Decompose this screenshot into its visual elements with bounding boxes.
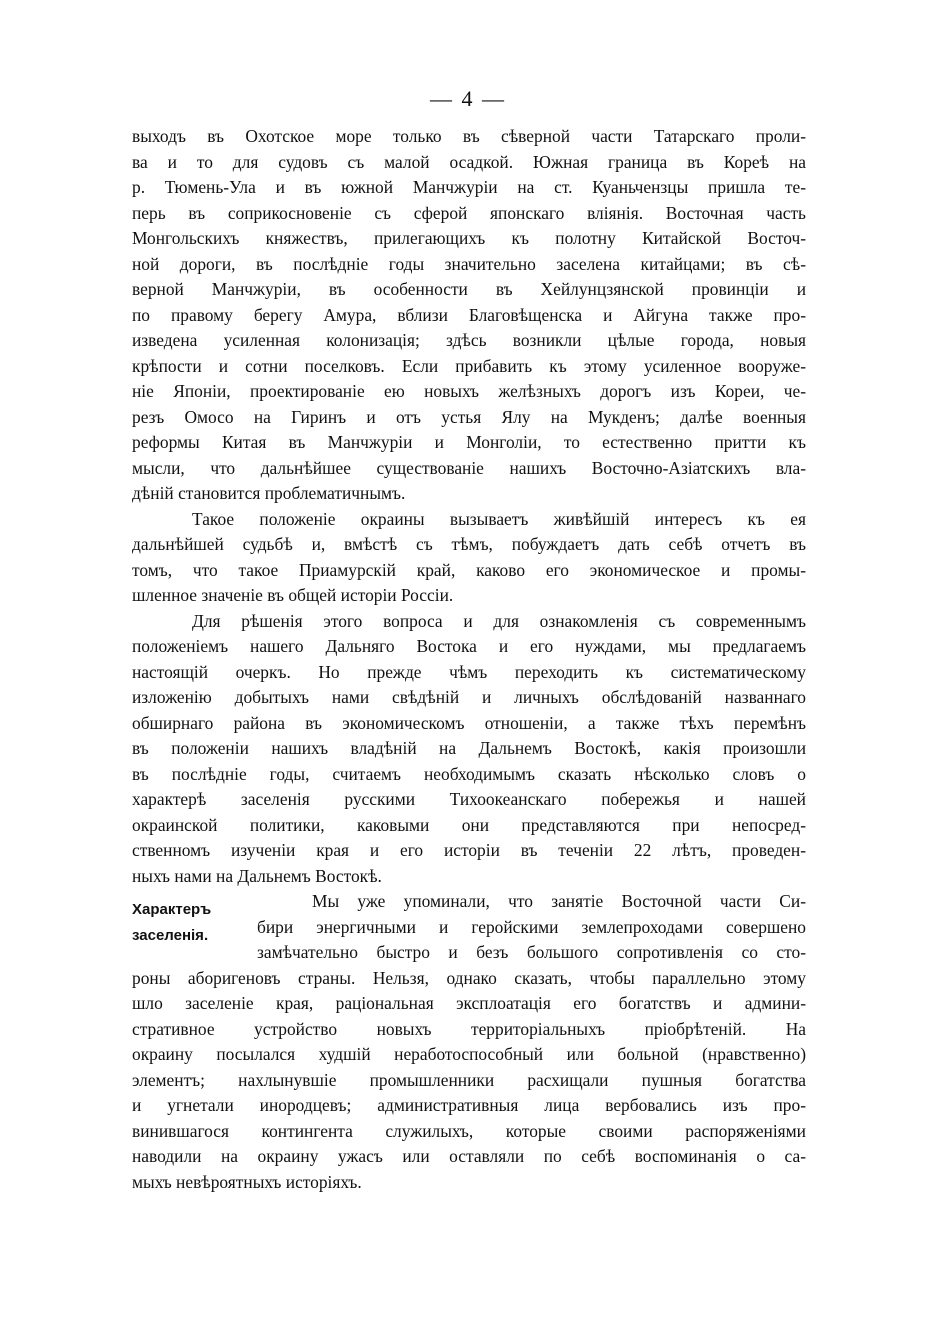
side-heading: [132, 897, 252, 949]
text-line: въ послѣдніе годы, считаемъ необходимымъ сказать нѣсколько словъ о: [132, 763, 806, 784]
text-line: и угнетали инородцевъ; административныя лица вербовались изъ про-: [132, 1095, 806, 1115]
paragraph-3: [132, 609, 806, 890]
text-line: положеніемъ нашего Дальняго Востока и его нуждами, мы предлагаемъ: [132, 636, 806, 656]
text-line: изведена усиленная колонизація; здѣсь возникли цѣлые города, новыя: [132, 330, 806, 350]
text-line: Мы уже упоминали, что занятіе Восточной части Си-: [312, 891, 806, 911]
text-line: въ положеніи нашихъ владѣній на Дальнемъ Востокѣ, какія произошли: [132, 738, 806, 758]
text-line: настоящій очеркъ. Но прежде чѣмъ переходить къ систематическому: [132, 661, 806, 682]
side-heading-line: заселенія.: [132, 927, 209, 944]
text-line: винившагося контингента служилыхъ, которые своими распоряженіями: [132, 1120, 806, 1141]
text-line: стративное устройство новыхъ территоріальныхъ пріобрѣтеній. На: [132, 1018, 806, 1039]
side-heading-block: [132, 889, 806, 966]
text-line: шло заселеніе края, раціональная эксплоатація его богатствъ и админи-: [132, 993, 806, 1013]
text-line: мыхъ невѣроятныхъ исторіяхъ.: [132, 1171, 362, 1192]
text-line: наводили на окраину ужасъ или оставляли по себѣ воспоминанія о са-: [132, 1146, 806, 1166]
text-line: дѣній становится проблематичнымъ.: [132, 483, 406, 503]
page-number: — 4 —: [430, 86, 506, 111]
page-body: [132, 124, 806, 1195]
text-line: мысли, что дальнѣйшее существованіе нашихъ Восточно-Азіатскихъ вла-: [132, 457, 806, 478]
text-line: перь въ соприкосновеніе съ сферой японскаго вліянія. Восточная часть: [132, 202, 806, 223]
text-line: ныхъ нами на Дальнемъ Востокѣ.: [132, 865, 382, 886]
side-heading-line: Характеръ: [132, 901, 212, 918]
text-line: замѣчательно быстро и безъ большого сопротивленія со сто-: [257, 942, 806, 962]
text-line: ніе Японіи, проектированіе ею новыхъ желѣзныхъ дорогъ изъ Кореи, че-: [132, 381, 806, 401]
text-line: крѣпости и сотни поселковъ. Если прибавить къ этому усиленное вооруже-: [132, 355, 806, 376]
text-line: шленное значеніе въ общей исторіи Россіи.: [132, 585, 454, 605]
text-line: реформы Китая въ Манчжуріи и Монголіи, то естественно притти къ: [132, 432, 806, 452]
text-line: ва и то для судовъ съ малой осадкой. Южная граница въ Кореѣ на: [132, 151, 806, 172]
text-line: характерѣ заселенія русскими Тихоокеанскаго побережья и нашей: [132, 789, 806, 809]
text-line: бири энергичными и геройскими землепроходами совершено: [257, 916, 806, 937]
text-line: выходъ въ Охотское море только въ сѣверной части Татарскаго проли-: [132, 126, 806, 146]
text-line: окраину посылался худшій неработоспособный или больной (нравственно): [132, 1044, 806, 1064]
text-line: резъ Омосо на Гиринъ и отъ устья Ялу на Мукденъ; далѣе военныя: [132, 406, 806, 427]
text-line: окраинской политики, каковыми они представляются при непосред-: [132, 814, 806, 835]
text-line: обширнаго района въ экономическомъ отношеніи, а также тѣхъ перемѣнъ: [132, 712, 806, 733]
text-line: Такое положеніе окраины вызываетъ живѣйшій интересъ къ ея: [192, 508, 806, 529]
text-line: р. Тюмень-Ула и въ южной Манчжуріи на ст. Куаньчензцы пришла те-: [132, 177, 806, 197]
text-line: изложенію добытыхъ нами свѣдѣній и личныхъ обслѣдованій названнаго: [132, 687, 806, 707]
text-line: ственномъ изученіи края и его исторіи въ теченіи 22 лѣтъ, проведен-: [132, 840, 806, 860]
paragraph-4-side-lines: [257, 889, 806, 966]
text-line: дальнѣйшей судьбѣ и, вмѣстѣ съ тѣмъ, побуждаетъ дать себѣ отчетъ въ: [132, 534, 806, 554]
text-line: ной дороги, въ послѣдніе годы значительно заселена китайцами; въ сѣ-: [132, 253, 806, 274]
text-line: Для рѣшенія этого вопроса и для ознакомленія съ современнымъ: [192, 610, 806, 631]
text-line: по правому берегу Амура, вблизи Благовѣщенска и Айгуна также про-: [132, 304, 806, 325]
text-line: верной Манчжуріи, въ особенности въ Хейлунцзянской провинціи и: [132, 279, 806, 299]
text-line: томъ, что такое Приамурскій край, каково его экономическое и промы-: [132, 559, 806, 580]
paragraph-4: [132, 966, 806, 1196]
text-line: Монгольскихъ княжествъ, прилегающихъ къ полотну Китайской Восточ-: [132, 228, 806, 248]
paragraph-2: [132, 507, 806, 609]
text-line: роны аборигеновъ страны. Нельзя, однако сказать, чтобы параллельно этому: [132, 967, 806, 988]
paragraph-1: [132, 124, 806, 507]
text-line: элементъ; нахлынувшіе промышленники расхищали пушныя богатства: [132, 1069, 806, 1090]
